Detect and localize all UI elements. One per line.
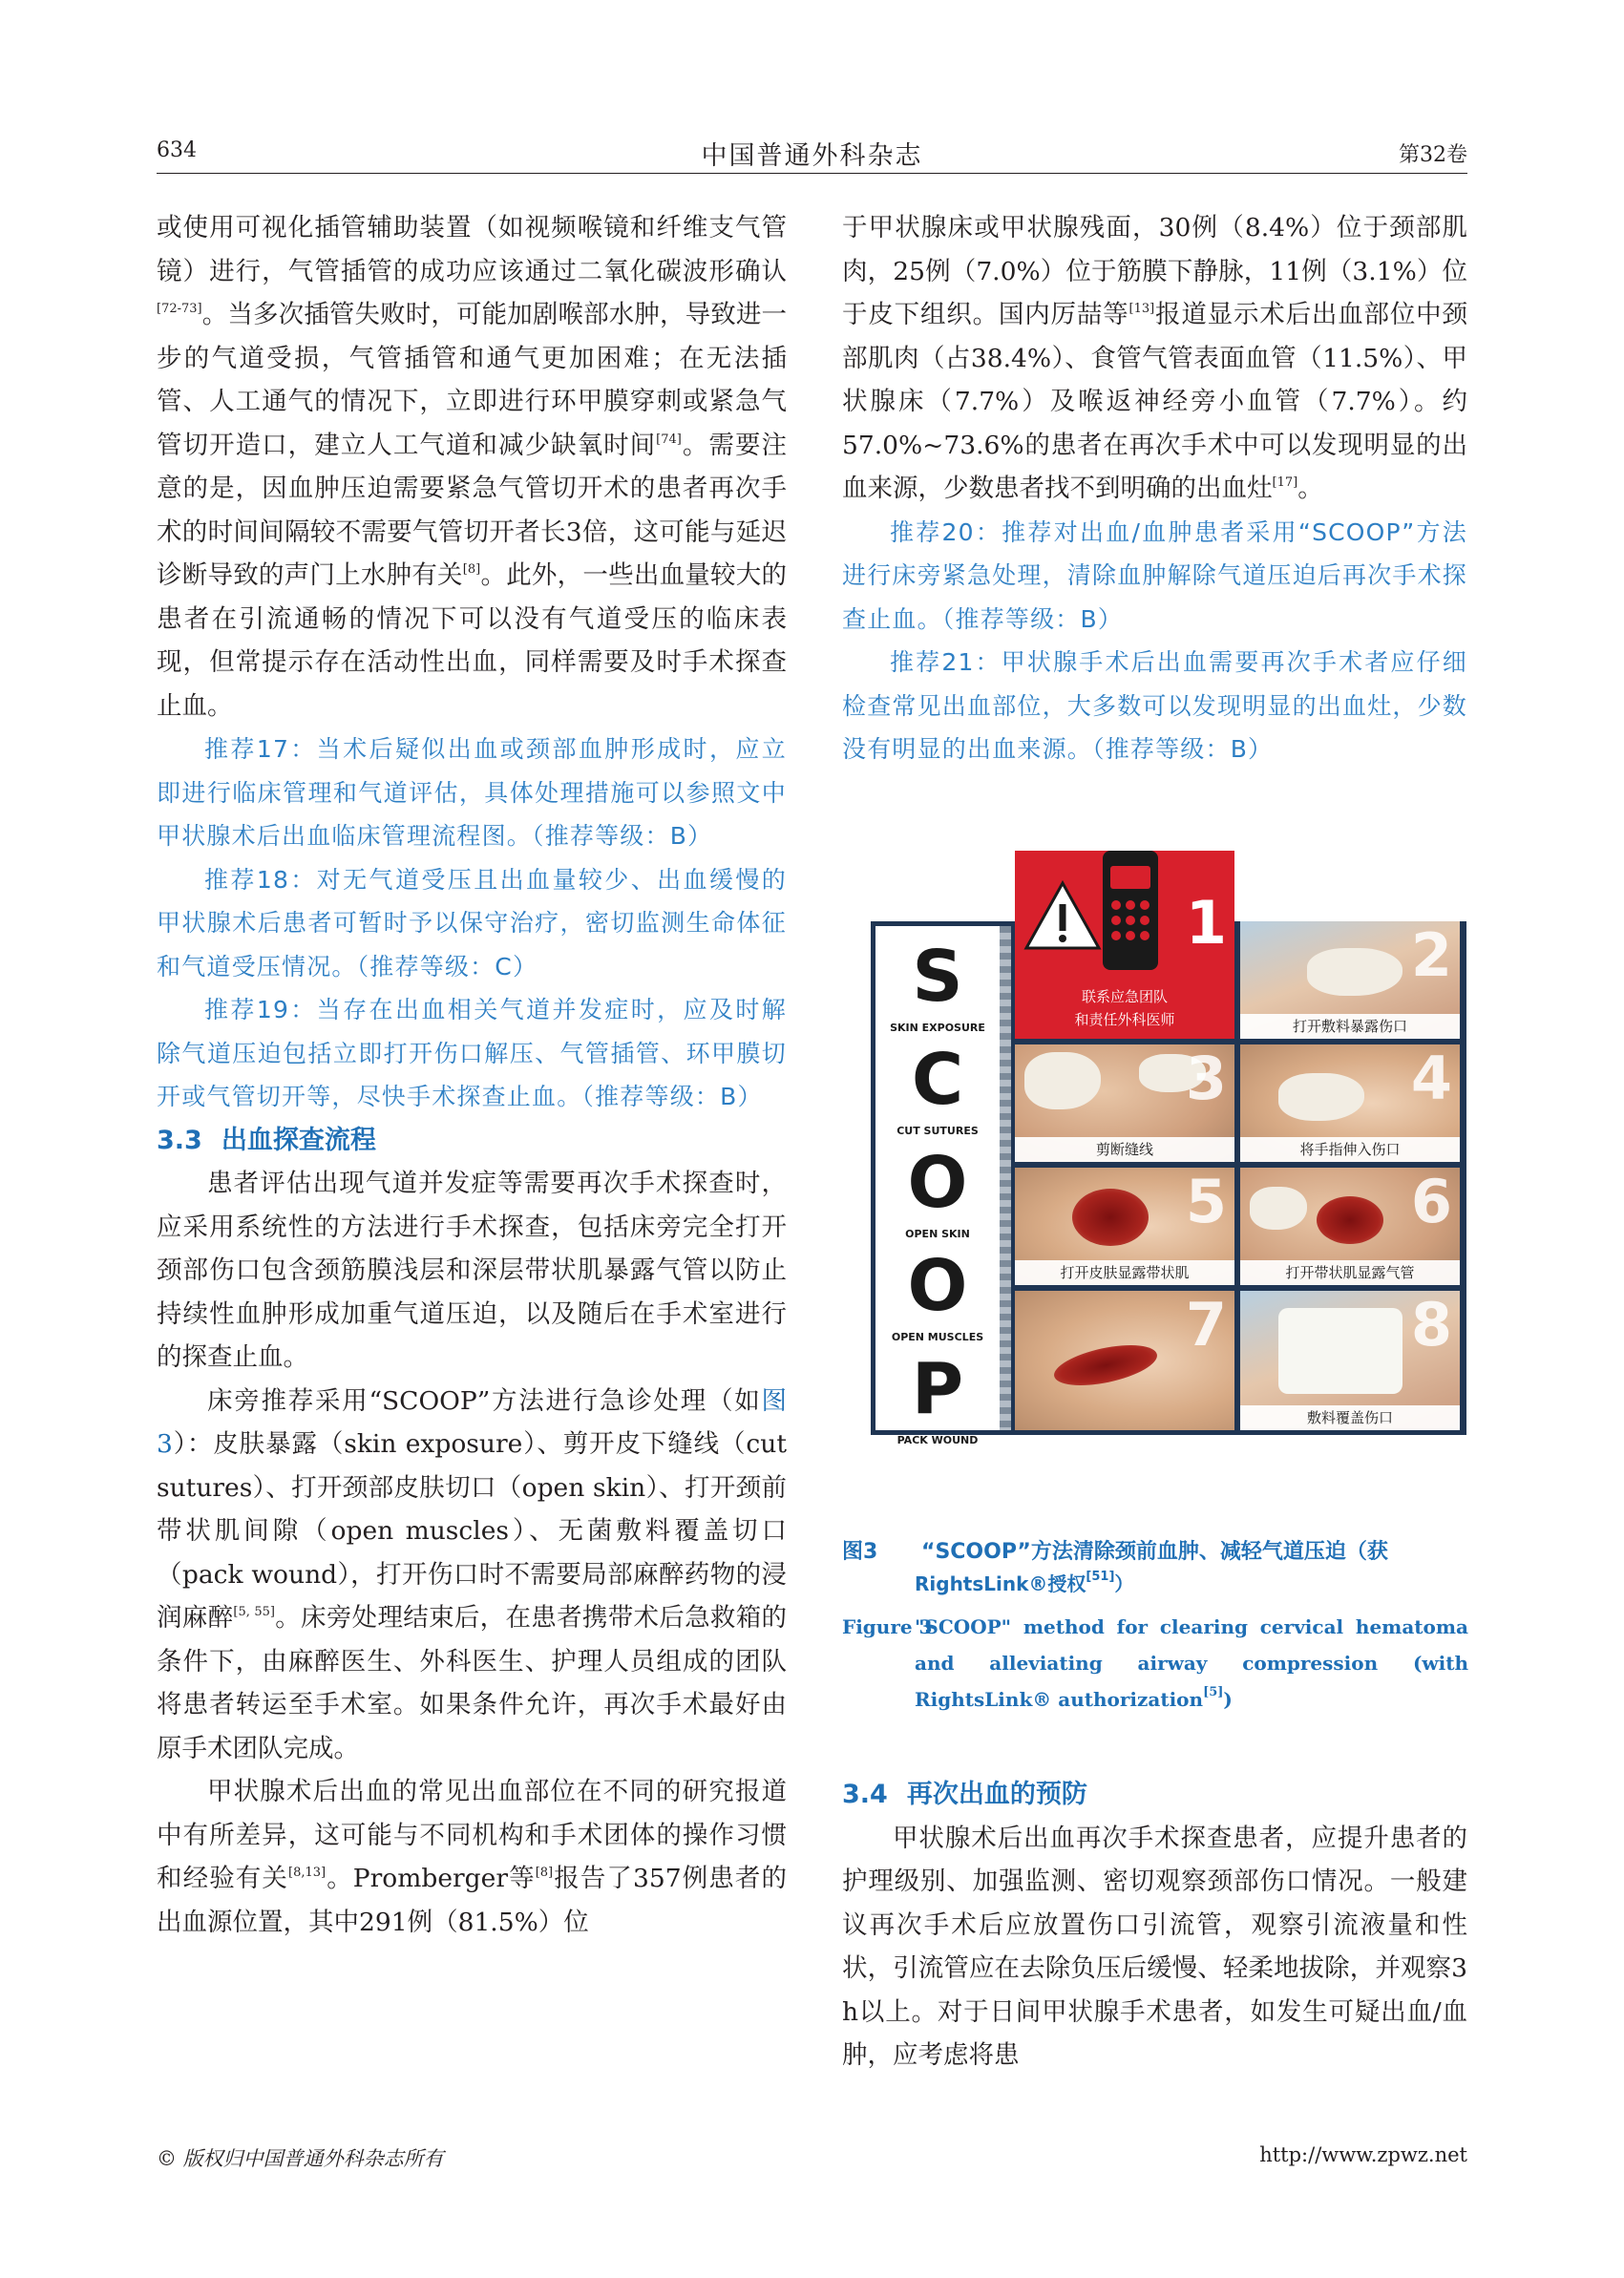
panel-number: 8 (1410, 1291, 1452, 1360)
scoop-item-o2: O OPEN MUSCLES (891, 1245, 984, 1343)
scoop-item-s: S SKIN EXPOSURE (890, 936, 985, 1034)
panel-label: 打开敷料暴露伤口 (1240, 1014, 1460, 1039)
paragraph-scoop: 床旁推荐采用“SCOOP”方法进行急诊处理（如图3）：皮肤暴露（skin exposure）、剪开皮下缝线（cut sutures）、打开颈部皮肤切口（open skin）、打开颈前带状肌间隙（open muscles）、无菌敷料覆盖切口（pack wound），打开伤口时不需要局部麻醉药物的浸润麻醉[5, 55]。床旁处理结束后，在患者携带术后急救箱的条件下，由麻醉医生、外科医生、护理人员组成的团队将患者转运至手术室。如果条件允许，再次手术最好由原手术团队完成。 (157, 1385, 788, 1763)
citation[interactable]: [8,13] (288, 1866, 327, 1880)
caption-label: 图3 (842, 1540, 878, 1564)
journal-title: 中国普通外科杂志 (701, 141, 923, 171)
panel-number: 5 (1185, 1168, 1227, 1236)
figure-caption-cn-line2: RightsLink®授权[51]） (915, 1570, 1134, 1595)
citation[interactable]: [51] (1086, 1570, 1115, 1584)
scoop-acronym-column (875, 926, 1000, 1446)
panel-label: 打开带状肌显露气管 (1240, 1260, 1460, 1285)
panel-label: 敷料覆盖伤口 (1240, 1405, 1460, 1430)
figure-caption-cn: 图3 “SCOOP”方法清除颈前血肿、减轻气道压迫（获 (842, 1540, 1388, 1564)
panel-number: 1 (1185, 888, 1227, 958)
volume-label: 第32卷 (1399, 143, 1467, 167)
panel-label: 联系应急团队 和责任外科医师 (1074, 988, 1175, 1028)
warning-triangle-icon (1023, 879, 1103, 952)
divider-strip (1000, 926, 1011, 1430)
citation[interactable]: [8] (535, 1866, 554, 1880)
section-heading-3-4: 3.4 再次出血的预防 (842, 1780, 1087, 1809)
paragraph-continuation: 于甲状腺床或甲状腺残面，30例（8.4%）位于颈部肌肉，25例（7.0%）位于筋膜下静脉，11例（3.1%）位于皮下组织。国内厉喆等[13]报道显示术后出血部位中颈部肌肉（占38.4%）、食管气管表面血管（11.5%）、甲状腺床（7.7%）及喉返神经旁小血管（7.7%）。约57.0%~73.6%的患者在再次手术中可以发现明显的出血来源，少数患者找不到明确的出血灶[17]。 (842, 213, 1468, 503)
panel-2-open-dressing (1240, 921, 1460, 1039)
paragraph-continuation: 或使用可视化插管辅助装置（如视频喉镜和纤维支气管镜）进行，气管插管的成功应该通过二氧化碳波形确认[72-73]。当多次插管失败时，可能加剧喉部水肿，导致进一步的气道受损，气管插管和通气更加困难；在无法插管、人工通气的情况下，立即进行环甲膜穿刺或紧急气管切开造口，建立人工气道和减少缺氧时间[74]。需要注意的是，因血肿压迫需要紧急气管切开术的患者再次手术的时间间隔较不需要气管切开者长3倍，这可能与延迟诊断导致的声门上水肿有关[8]。此外，一些出血量较大的患者在引流通畅的情况下可以没有气道受压的临床表现，但常提示存在活动性出血，同样需要及时手术探查止血。 (157, 213, 788, 721)
copyright-notice: © 版权归中国普通外科杂志所有 (157, 2147, 444, 2170)
panel-label: 打开皮肤显露带状肌 (1015, 1260, 1234, 1285)
citation[interactable]: [13] (1128, 302, 1155, 316)
left-column (157, 206, 787, 1944)
right-column-lower (842, 1773, 1467, 2078)
panel-label: 剪断缝线 (1015, 1137, 1234, 1162)
scoop-item-o1: O OPEN SKIN (905, 1142, 970, 1240)
page-number: 634 (157, 138, 197, 162)
citation[interactable]: [8] (462, 562, 481, 577)
panel-label: 将手指伸入伤口 (1240, 1137, 1460, 1162)
section-heading-3-3: 3.3 出血探查流程 (157, 1125, 376, 1155)
scoop-item-c: C CUT SUTURES (896, 1039, 979, 1137)
panel-4-finger-into-wound (1240, 1044, 1460, 1162)
recommendation-20: 推荐20：推荐对出血/血肿患者采用“SCOOP”方法进行床旁紧急处理，清除血肿解除气道压迫后再次手术探查止血。（推荐等级：B） (842, 517, 1468, 633)
panel-7-wound-open (1015, 1291, 1234, 1430)
panel-number: 4 (1410, 1044, 1452, 1113)
panel-number: 6 (1410, 1168, 1452, 1236)
panel-5-open-skin (1015, 1168, 1234, 1285)
panel-number: 7 (1185, 1291, 1227, 1360)
panel-number: 3 (1185, 1044, 1227, 1113)
scoop-item-p: P PACK WOUND (896, 1348, 979, 1446)
recommendation-21: 推荐21：甲状腺手术后出血需要再次手术者应仔细检查常见出血部位，大多数可以发现明显的出血灶，少数没有明显的出血来源。（推荐等级：B） (842, 648, 1468, 763)
figure-3 (871, 850, 1466, 1518)
journal-url[interactable]: http://www.zpwz.net (1259, 2143, 1467, 2166)
header-rule (157, 173, 1467, 174)
panel-1-contact-team (1015, 851, 1234, 1039)
recommendation-17: 推荐17：当术后疑似出血或颈部血肿形成时，应立即进行临床管理和气道评估，具体处理措施可以参照文中甲状腺术后出血临床管理流程图。（推荐等级：B） (157, 735, 787, 850)
citation[interactable]: [17] (1272, 475, 1298, 490)
panel-6-open-muscles (1240, 1168, 1460, 1285)
panel-8-pack-wound (1240, 1291, 1460, 1430)
paragraph-bleeding-sites: 甲状腺术后出血的常见出血部位在不同的研究报道中有所差异，这可能与不同机构和手术团体的操作习惯和经验有关[8,13]。Promberger等[8]报告了357例患者的出血源位置，其中291例（81.5%）位 (157, 1777, 787, 1937)
phone-icon (1103, 851, 1158, 970)
recommendation-18: 推荐18：对无气道受压且出血量较少、出血缓慢的甲状腺术后患者可暂时予以保守治疗，密切监测生命体征和气道受压情况。（推荐等级：C） (157, 865, 787, 981)
right-column (842, 206, 1467, 771)
panel-3-cut-sutures (1015, 1044, 1234, 1162)
figure-caption-en: Figure 3 "SCOOP" method for clearing cervical hematoma and alleviating airway compression (with RightsLink® authorization[5]) (842, 1609, 1468, 1718)
paragraph: 患者评估出现气道并发症等需要再次手术探查时，应采用系统性的方法进行手术探查，包括床旁完全打开颈部伤口包含颈筋膜浅层和深层带状肌暴露气管以防止持续性血肿形成加重气道压迫，以及随后在手术室进行的探查止血。 (157, 1169, 787, 1372)
figure-link[interactable]: 图3 (157, 1385, 787, 1459)
citation[interactable]: [74] (656, 432, 682, 447)
citation[interactable]: [72-73] (157, 302, 202, 316)
caption-label: Figure 3 (842, 1615, 933, 1638)
recommendation-19: 推荐19：当存在出血相关气道并发症时，应及时解除气道压迫包括立即打开伤口解压、气管插管、环甲膜切开或气管切开等，尽快手术探查止血。（推荐等级：B） (157, 996, 787, 1110)
citation[interactable]: [5] (1203, 1685, 1224, 1699)
panel-number: 2 (1410, 921, 1452, 990)
paragraph: 甲状腺术后出血再次手术探查患者，应提升患者的护理级别、加强监测、密切观察颈部伤口情况。一般建议再次手术后应放置伤口引流管，观察引流液量和性状，引流管应在去除负压后缓慢、轻柔地拔除，并观察3 h以上。对于日间甲状腺手术患者，如发生可疑出血/血肿，应考虑将患 (842, 1823, 1467, 2070)
citation[interactable]: [5, 55] (233, 1605, 275, 1619)
